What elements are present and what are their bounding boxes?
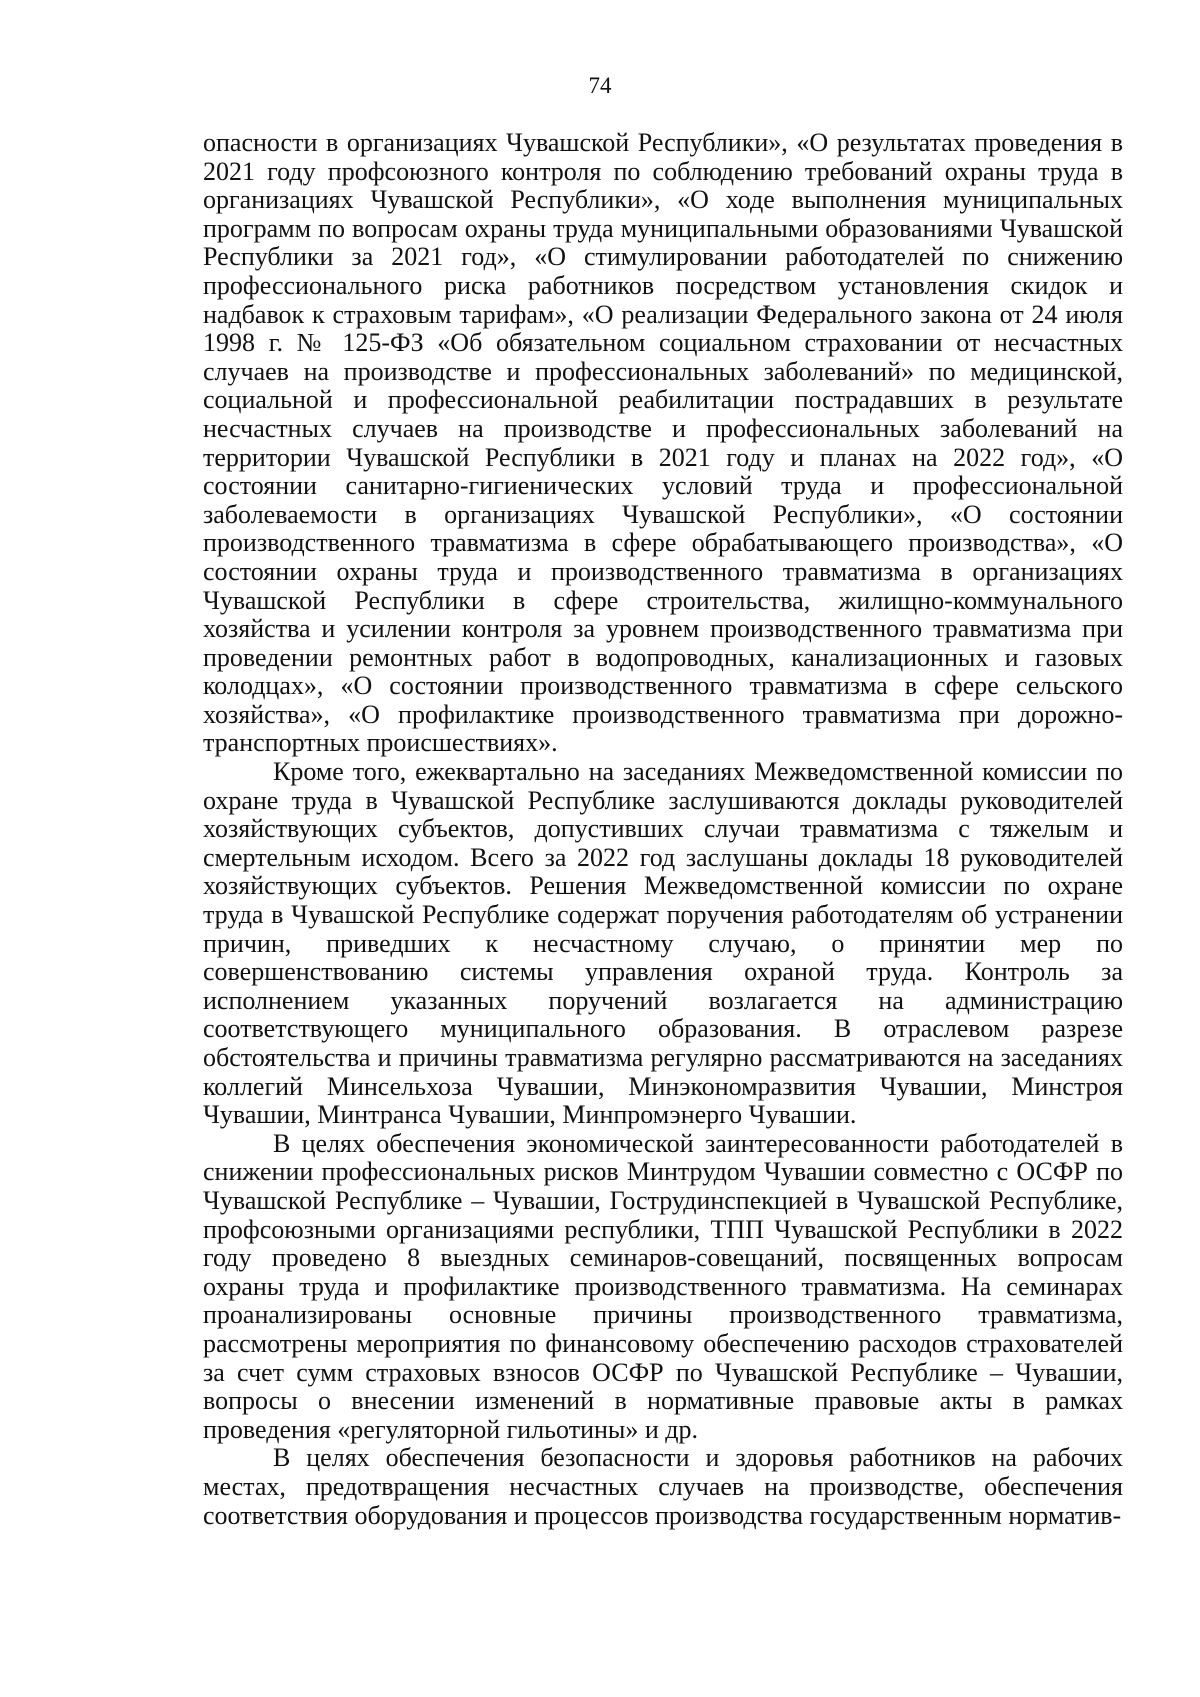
paragraph-seminars: В целях обеспечения экономической заинтересованности работодателей в снижении профессиональных рисков Минтрудом Чувашии совместно с ОСФР по Чувашской Республике – Чувашии, Гострудинспекцией в Чувашской Республике, профсоюзными организациями республики, ТПП Чувашской Республики в 2022 году проведено 8 выездных семинаров-совещаний, посвященных вопросам охраны труда и профилактике производственного травматизма. На семинарах проанализированы основные причины производственного травматизма, рассмотрены мероприятия по финансовому обеспечению расходов страхователей за счет сумм страховых взносов ОСФР по Чувашской Республике – Чувашии, вопросы о внесении изменений в нормативные правовые акты в рамках проведения «регуляторной гильотины» и др. [203, 1128, 1123, 1444]
paragraph-safety-measures: В целях обеспечения безопасности и здоровья работников на рабочих местах, предотвращения несчастных случаев на производстве, обеспечения соответствия оборудования и процессов производства государственным норматив- [203, 1443, 1123, 1530]
paragraph-commission-reports: Кроме того, ежеквартально на заседаниях Межведомственной комиссии по охране труда в Чувашской Республике заслушиваются доклады руководителей хозяйствующих субъектов, допустивших случаи травматизма с тяжелым и смертельным исходом. Всего за 2022 год заслушаны доклады 18 руководителей хозяйствующих субъектов. Решения Межведомственной комиссии по охране труда в Чувашской Республике содержат поручения работодателям об устранении причин, приведших к несчастному случаю, о принятии мер по совершенствованию системы управления охраной труда. Контроль за исполнением указанных поручений возлагается на администрацию соответствующего муниципального образования. В отраслевом разрезе обстоятельства и причины травматизма регулярно рассматриваются на заседаниях коллегий Минсельхоза Чувашии, Минэкономразвития Чувашии, Минстроя Чувашии, Минтранса Чувашии, Минпромэнерго Чувашии. [203, 757, 1123, 1130]
body-text [203, 129, 1123, 1530]
paragraph-continuation: опасности в организациях Чувашской Республики», «О результатах проведения в 2021 году профсоюзного контроля по соблюдению требований охраны труда в организациях Чувашской Республики», «О ходе выполнения муниципальных программ по вопросам охраны труда муниципальными образованиями Чувашской Республики за 2021 год», «О стимулировании работодателей по снижению профессионального риска работников посредством установления скидок и надбавок к страховым тарифам», «О реализации Федерального закона от 24 июля 1998 г. № 125-ФЗ «Об обязательном социальном страховании от несчастных случаев на производстве и профессиональных заболеваний» по медицинской, социальной и профессиональной реабилитации пострадавших в результате несчастных случаев на производстве и профессиональных заболеваний на территории Чувашской Республики в 2021 году и планах на 2022 год», «О состоянии санитарно-гигиенических условий труда и профессиональной заболеваемости в организациях Чувашской Республики», «О состоянии производственного травматизма в сфере обрабатывающего производства», «О состоянии охраны труда и производственного травматизма в организациях Чувашской Республики в сфере строительства, жилищно-коммунального хозяйства и усилении контроля за уровнем производственного травматизма при проведении ремонтных работ в водопроводных, канализационных и газовых колодцах», «О состоянии производственного травматизма в сфере сельского хозяйства», «О профилактике производственного травматизма при дорожно-транспортных происшествиях». [203, 128, 1123, 758]
page-number: 74 [588, 73, 612, 98]
